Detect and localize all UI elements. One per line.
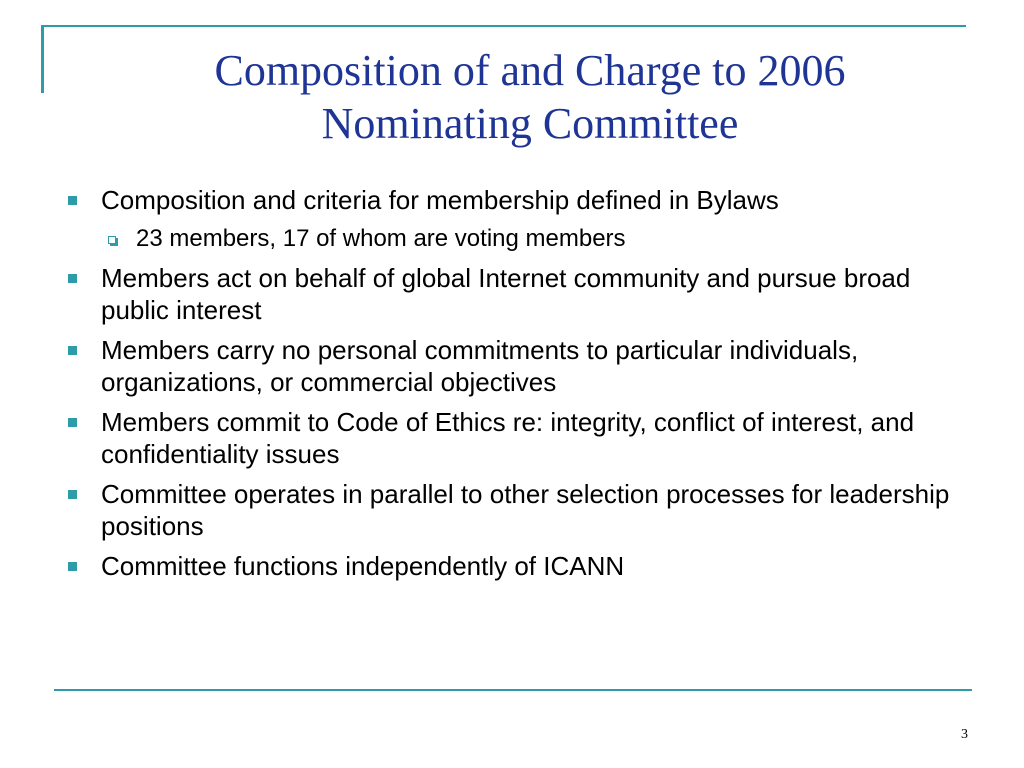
bullet-item	[60, 334, 960, 398]
bullet-text: Members act on behalf of global Internet community and pursue broad public interest	[101, 263, 911, 325]
square-bullet-icon	[68, 274, 77, 283]
bullet-item	[60, 184, 960, 254]
bullet-item	[60, 550, 960, 582]
square-bullet-icon	[68, 346, 77, 355]
bullet-item	[60, 478, 960, 542]
sub-bullet-list	[101, 224, 960, 254]
bullet-item	[60, 262, 960, 326]
bullet-text: Committee functions independently of ICANN	[101, 551, 625, 581]
slide-title-line-2: Nominating Committee	[321, 99, 739, 148]
sub-bullet-item	[97, 224, 960, 254]
bullet-text: Composition and criteria for membership defined in Bylaws	[101, 185, 779, 215]
bullet-text: Committee operates in parallel to other selection processes for leadership positions	[101, 479, 950, 541]
square-bullet-icon	[68, 418, 77, 427]
hollow-square-bullet-icon	[108, 236, 116, 244]
bullet-list	[60, 184, 960, 590]
bullet-text: Members carry no personal commitments to particular individuals, organizations, or commercial objectives	[101, 335, 859, 397]
accent-vertical-line	[41, 25, 44, 93]
bullet-text: Members commit to Code of Ethics re: integrity, conflict of interest, and confidentiality issues	[101, 407, 915, 469]
slide-title-line-1: Composition of and Charge to 2006	[214, 46, 846, 95]
square-bullet-icon	[68, 196, 77, 205]
square-bullet-icon	[68, 490, 77, 499]
page-number: 3	[961, 727, 968, 742]
sub-bullet-text: 23 members, 17 of whom are voting members	[136, 225, 626, 252]
bullet-item	[60, 406, 960, 470]
slide-title	[90, 44, 970, 150]
square-bullet-icon	[68, 562, 77, 571]
accent-top-line	[41, 25, 966, 27]
accent-bottom-line	[54, 689, 972, 691]
